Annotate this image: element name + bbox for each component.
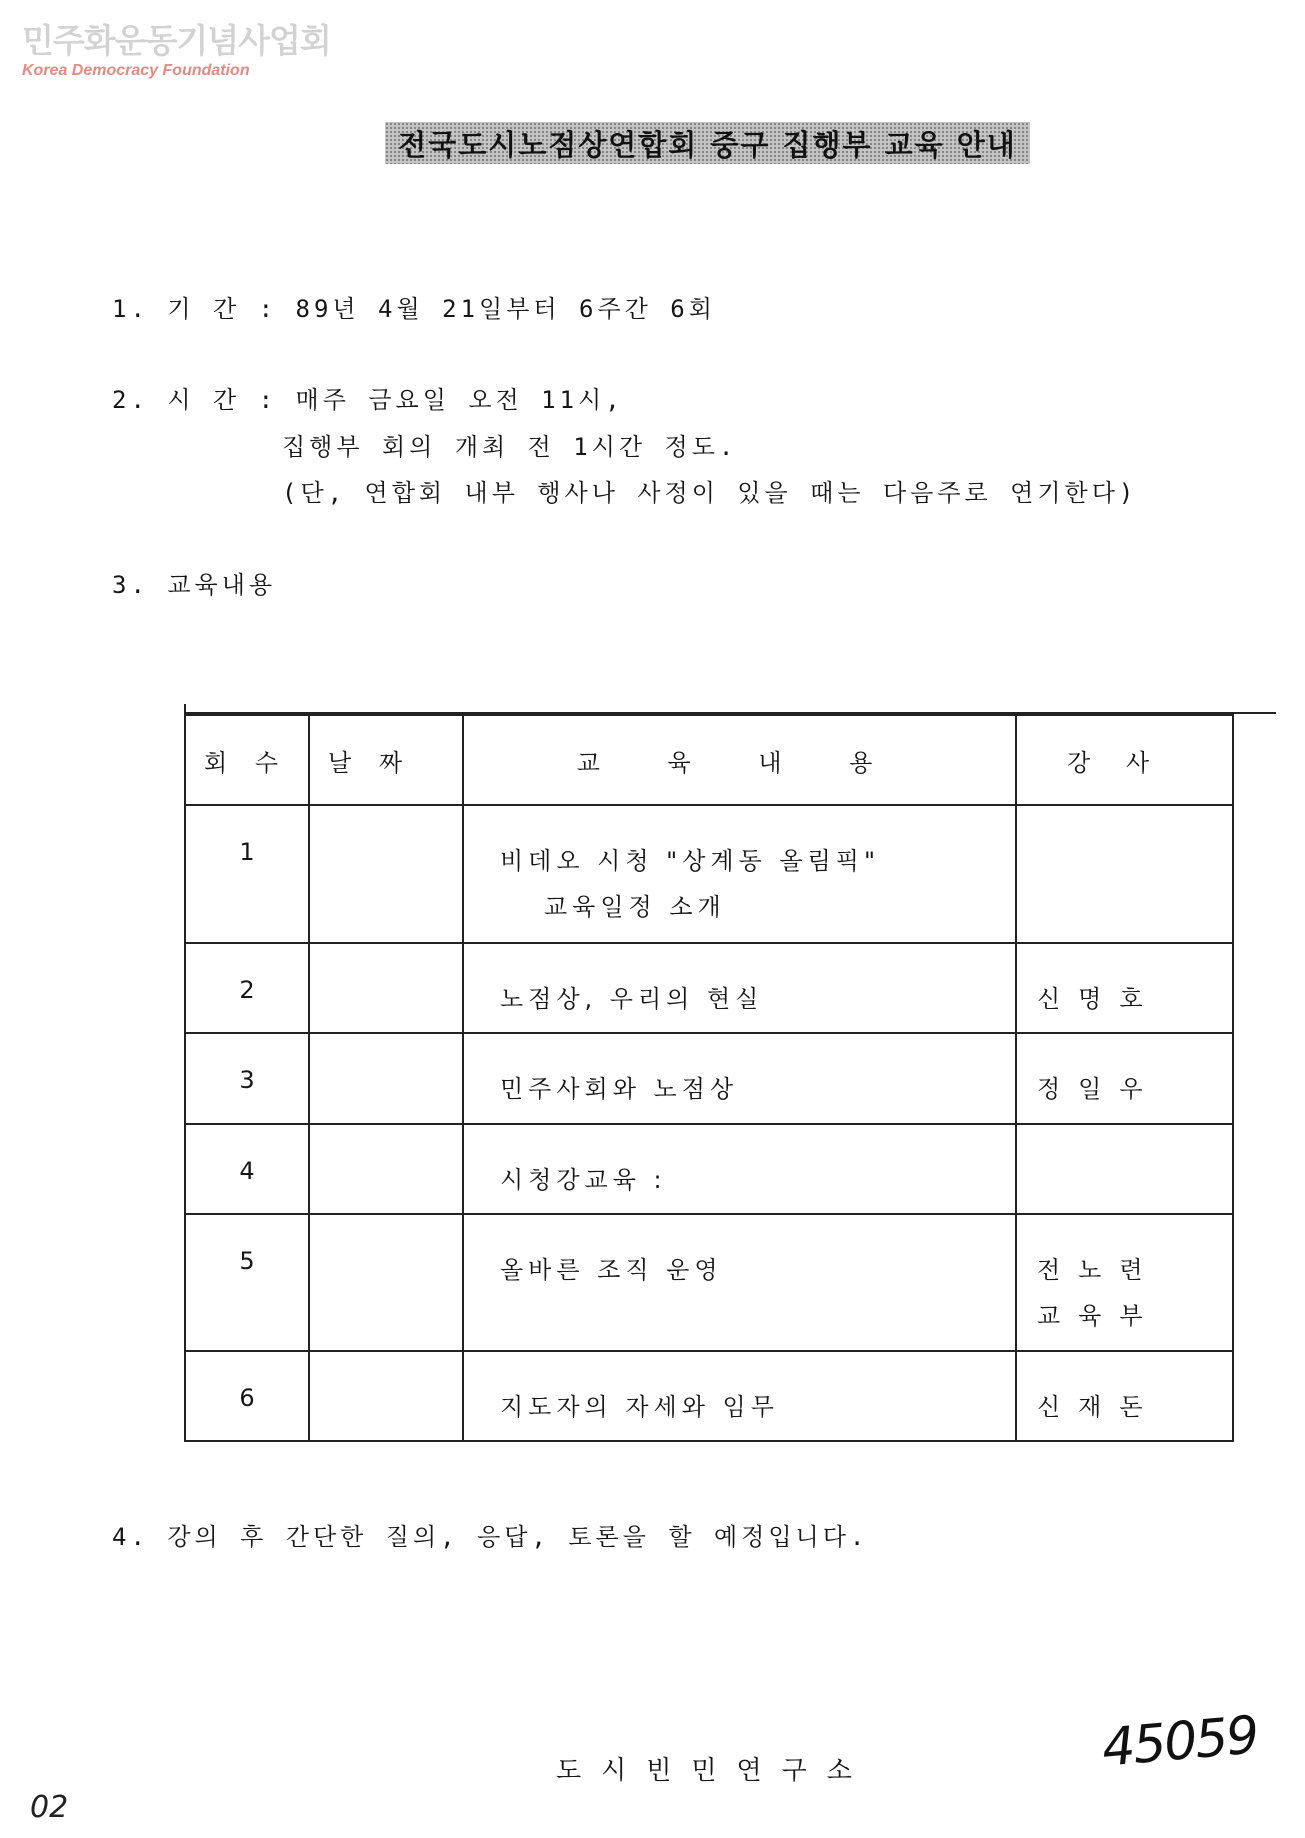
session-content (463, 943, 1016, 1033)
header-content: 교 육 내 용 (463, 715, 1016, 805)
education-schedule-table (184, 714, 1234, 1442)
session-number: 2 (185, 943, 309, 1033)
session-teacher (1016, 1033, 1233, 1124)
watermark-logo (22, 22, 331, 80)
session-teacher (1016, 1351, 1233, 1441)
session-date (309, 1214, 463, 1351)
session-content-line: 지도자의 자세와 임무 (500, 1393, 779, 1421)
session-number: 1 (185, 805, 309, 943)
teacher-line-2: 교육부 (1037, 1302, 1161, 1330)
header-session: 회 수 (185, 715, 309, 805)
session-content-line: 노점상, 우리의 현실 (500, 985, 764, 1013)
item-time-detail: 집행부 회의 개최 전 1시간 정도. (282, 433, 738, 461)
table-row (185, 1214, 1233, 1351)
table-header-row (185, 715, 1233, 805)
closing-note: 4. 강의 후 간단한 질의, 응답, 토론을 할 예정입니다. (112, 1523, 869, 1551)
teacher-line: 전노련 (1037, 1256, 1161, 1284)
session-content (463, 1214, 1016, 1351)
session-date (309, 805, 463, 943)
table-row (185, 805, 1233, 943)
teacher-line: 신재돈 (1037, 1393, 1161, 1421)
header-teacher: 강 사 (1016, 715, 1233, 805)
table-row (185, 943, 1233, 1033)
session-date (309, 1033, 463, 1124)
session-number: 3 (185, 1033, 309, 1124)
session-content-line: 시청강교육 : (500, 1166, 667, 1194)
header-date: 날 짜 (309, 715, 463, 805)
session-teacher (1016, 1124, 1233, 1214)
watermark-english: Korea Democracy Foundation (22, 62, 250, 79)
session-content-line: 비데오 시청 "상계동 올림픽" (500, 847, 880, 875)
session-number: 5 (185, 1214, 309, 1351)
teacher-line: 정일우 (1037, 1075, 1161, 1103)
item-content-heading: 3. 교육내용 (112, 571, 277, 599)
table-row (185, 1033, 1233, 1124)
issuing-organization: 도시빈민연구소 (556, 1756, 872, 1786)
teacher-line: 신명호 (1037, 985, 1161, 1013)
session-number: 4 (185, 1124, 309, 1214)
table-row (185, 1124, 1233, 1214)
document-title: 전국도시노점상연합회 중구 집행부 교육 안내 (385, 122, 1030, 164)
session-date (309, 1124, 463, 1214)
table-row (185, 1351, 1233, 1441)
session-date (309, 1351, 463, 1441)
session-number: 6 (185, 1351, 309, 1441)
session-content (463, 805, 1016, 943)
item-time-note: (단, 연합회 내부 행사나 사정이 있을 때는 다음주로 연기한다) (282, 479, 1138, 507)
session-teacher (1016, 943, 1233, 1033)
session-content-line-2: 교육일정 소개 (544, 893, 726, 921)
session-content (463, 1351, 1016, 1441)
page-mark: 02 (30, 1790, 69, 1825)
session-teacher (1016, 1214, 1233, 1351)
session-content (463, 1124, 1016, 1214)
session-content-line: 민주사회와 노점상 (500, 1075, 739, 1103)
session-content-line: 올바른 조직 운영 (500, 1256, 723, 1284)
item-period: 1. 기 간 : 89년 4월 21일부터 6주간 6회 (112, 295, 716, 323)
session-teacher (1016, 805, 1233, 943)
item-time: 2. 시 간 : 매주 금요일 오전 11시, (112, 386, 624, 414)
handwritten-archive-number: 45059 (1099, 1705, 1260, 1779)
session-date (309, 943, 463, 1033)
session-content (463, 1033, 1016, 1124)
watermark-korean: 민주화운동기념사업회 (22, 21, 331, 60)
